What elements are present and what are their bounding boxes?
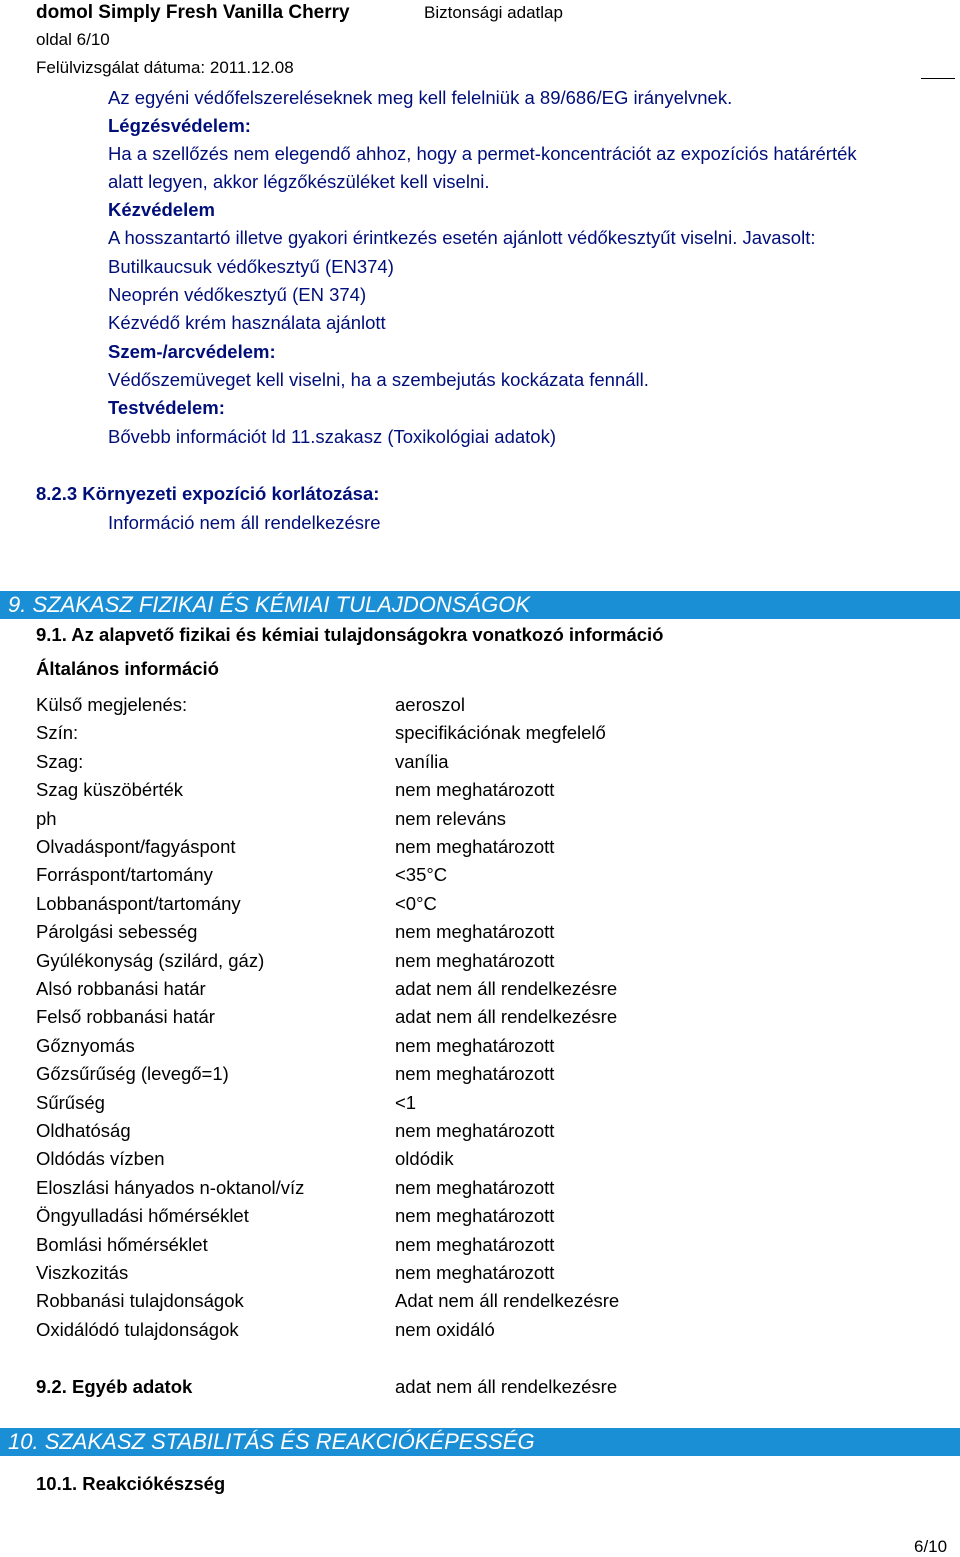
other-data-label: 9.2. Egyéb adatok xyxy=(36,1376,193,1397)
body-protection-text: Bővebb információt ld 11.szakasz (Toxikológiai adatok) xyxy=(108,426,556,447)
property-label: Felső robbanási határ xyxy=(36,1006,215,1027)
property-value: nem meghatározott xyxy=(395,950,555,971)
page-indicator: oldal 6/10 xyxy=(36,30,110,49)
property-label: Lobbanáspont/tartomány xyxy=(36,893,241,914)
property-value: <1 xyxy=(395,1092,417,1113)
hand-protection-title: Kézvédelem xyxy=(108,199,215,220)
env-exposure-title: 8.2.3 Környezeti expozíció korlátozása: xyxy=(36,483,380,504)
property-label: Oldódás vízben xyxy=(36,1148,165,1169)
property-value: nem meghatározott xyxy=(395,1262,555,1283)
property-value: nem releváns xyxy=(395,808,507,829)
property-value: adat nem áll rendelkezésre xyxy=(395,978,618,999)
property-value: <35°C xyxy=(395,864,448,885)
property-value: nem meghatározott xyxy=(395,1063,555,1084)
hand-protection-text-1: A hosszantartó illetve gyakori érintkezés esetén ajánlott védőkesztyűt viselni. Javasolt: xyxy=(108,227,816,248)
revision-date: Felülvizsgálat dátuma: 2011.12.08 xyxy=(36,58,294,77)
eye-protection-title: Szem-/arcvédelem: xyxy=(108,341,276,362)
property-label: Szag küszöbérték xyxy=(36,779,184,800)
property-label: Öngyulladási hőmérséklet xyxy=(36,1205,249,1226)
section-9-bar xyxy=(0,591,960,619)
property-label: Alsó robbanási határ xyxy=(36,978,206,999)
hand-protection-text-3: Neoprén védőkesztyű (EN 374) xyxy=(108,284,367,305)
property-value: Adat nem áll rendelkezésre xyxy=(395,1290,620,1311)
property-label: Eloszlási hányados n-oktanol/víz xyxy=(36,1177,305,1198)
document-type: Biztonsági adatlap xyxy=(424,3,563,22)
property-value: <0°C xyxy=(395,893,437,914)
property-value: nem meghatározott xyxy=(395,836,555,857)
property-label: Sűrűség xyxy=(36,1092,105,1113)
respiratory-title: Légzésvédelem: xyxy=(108,115,251,136)
property-value: adat nem áll rendelkezésre xyxy=(395,1006,618,1027)
property-label: Szag: xyxy=(36,751,84,772)
eye-protection-text: Védőszemüveget kell viselni, ha a szembejutás kockázata fennáll. xyxy=(108,369,649,390)
header-rule xyxy=(921,78,955,79)
property-value: nem meghatározott xyxy=(395,1205,555,1226)
property-label: Forráspont/tartomány xyxy=(36,864,213,885)
property-label: Külső megjelenés: xyxy=(36,694,188,715)
respiratory-text-1: Ha a szellőzés nem elegendő ahhoz, hogy a permet-koncentrációt az expozíciós határérték xyxy=(108,143,857,164)
property-label: Párolgási sebesség xyxy=(36,921,198,942)
ppe-directive-text: Az egyéni védőfelszereléseknek meg kell felelniük a 89/686/EG irányelvnek. xyxy=(108,87,733,108)
property-value: nem meghatározott xyxy=(395,1035,555,1056)
general-info-title: Általános információ xyxy=(36,658,219,679)
property-label: Gőznyomás xyxy=(36,1035,135,1056)
property-value: vanília xyxy=(395,751,449,772)
hand-protection-text-2: Butilkaucsuk védőkesztyű (EN374) xyxy=(108,256,394,277)
property-value: specifikációnak megfelelő xyxy=(395,722,606,743)
footer-page: 6/10 xyxy=(914,1537,948,1556)
property-label: Robbanási tulajdonságok xyxy=(36,1290,244,1311)
section-10-bar xyxy=(0,1428,960,1456)
property-value: oldódik xyxy=(395,1148,454,1169)
section-9-title: 9. SZAKASZ FIZIKAI ÉS KÉMIAI TULAJDONSÁGOK xyxy=(8,592,531,617)
env-exposure-text: Információ nem áll rendelkezésre xyxy=(108,512,381,533)
property-label: Oldhatóság xyxy=(36,1120,131,1141)
section-10-1-title: 10.1. Reakciókészség xyxy=(36,1473,226,1494)
property-label: Gőzsűrűség (levegő=1) xyxy=(36,1063,229,1084)
property-label: Oxidálódó tulajdonságok xyxy=(36,1319,239,1340)
section-10-title: 10. SZAKASZ STABILITÁS ÉS REAKCIÓKÉPESSÉG xyxy=(8,1429,535,1454)
property-label: Olvadáspont/fagyáspont xyxy=(36,836,236,857)
property-label: Viszkozitás xyxy=(36,1262,129,1283)
property-value: nem meghatározott xyxy=(395,779,555,800)
product-name: domol Simply Fresh Vanilla Cherry xyxy=(36,2,350,23)
property-value: nem meghatározott xyxy=(395,921,555,942)
other-data-value: adat nem áll rendelkezésre xyxy=(395,1376,618,1397)
property-value: nem oxidáló xyxy=(395,1319,495,1340)
property-label: Szín: xyxy=(36,722,79,743)
property-value: aeroszol xyxy=(395,694,465,715)
property-label: Bomlási hőmérséklet xyxy=(36,1234,208,1255)
property-value: nem meghatározott xyxy=(395,1234,555,1255)
property-value: nem meghatározott xyxy=(395,1177,555,1198)
property-label: Gyúlékonyság (szilárd, gáz) xyxy=(36,950,265,971)
hand-protection-text-4: Kézvédő krém használata ajánlott xyxy=(108,312,386,333)
respiratory-text-2: alatt legyen, akkor légzőkészüléket kell viselni. xyxy=(108,171,490,192)
section-9-1-title: 9.1. Az alapvető fizikai és kémiai tulajdonságokra vonatkozó információ xyxy=(36,624,664,645)
body-protection-title: Testvédelem: xyxy=(108,397,225,418)
property-value: nem meghatározott xyxy=(395,1120,555,1141)
property-label: ph xyxy=(36,808,57,829)
